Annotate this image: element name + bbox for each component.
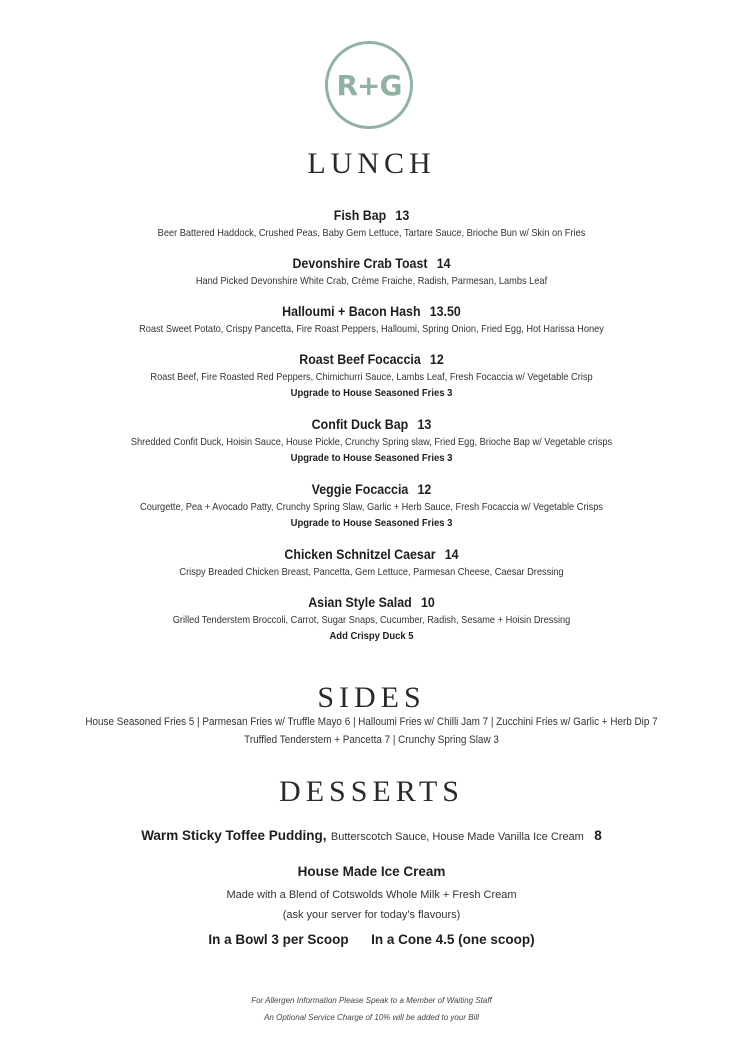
item-price: 10 bbox=[420, 595, 435, 610]
logo-text: R+G bbox=[336, 68, 402, 102]
dessert-icecream-name: House Made Ice Cream bbox=[297, 864, 446, 879]
menu-item bbox=[0, 254, 743, 289]
menu-item bbox=[0, 480, 743, 532]
item-price: 13 bbox=[417, 417, 432, 432]
item-description: Crispy Breaded Chicken Breast, Pancetta, Gem Lettuce, Parmesan Cheese, Caesar Dressing bbox=[179, 566, 564, 578]
item-price: 14 bbox=[444, 547, 459, 562]
menu-item bbox=[0, 206, 743, 241]
menu-item bbox=[0, 545, 743, 580]
item-price: 14 bbox=[436, 256, 451, 271]
menu-item bbox=[0, 593, 743, 645]
item-upgrade: Upgrade to House Seasoned Fries 3 bbox=[290, 452, 453, 464]
item-description: Courgette, Pea + Avocado Patty, Crunchy Spring Slaw, Garlic + Herb Sauce, Fresh Focaccia w/ Vegetable Crisps bbox=[140, 501, 603, 513]
item-description: Roast Sweet Potato, Crispy Pancetta, Fire Roast Peppers, Halloumi, Spring Onion, Fried Egg, Hot Harissa Honey bbox=[139, 323, 604, 335]
desserts-title: DESSERTS bbox=[279, 775, 464, 808]
dessert-name: Warm Sticky Toffee Pudding, bbox=[141, 828, 327, 843]
footer-service-charge: An Optional Service Charge of 10% will be added to your Bill bbox=[264, 1013, 479, 1022]
icecream-bowl-price: In a Bowl 3 per Scoop bbox=[208, 932, 349, 947]
item-name: Roast Beef Focaccia bbox=[299, 352, 421, 367]
item-upgrade: Upgrade to House Seasoned Fries 3 bbox=[290, 387, 453, 399]
dessert-icecream-note: (ask your server for today's flavours) bbox=[282, 909, 461, 921]
sides-list-line-1: House Seasoned Fries 5 | Parmesan Fries w/ Truffle Mayo 6 | Halloumi Fries w/ Chilli Jam 7 | Zucchini Fries w/ Garlic + Herb Dip 7 bbox=[85, 716, 658, 728]
item-name: Asian Style Salad bbox=[308, 595, 412, 610]
item-description: Grilled Tenderstem Broccoli, Carrot, Sugar Snaps, Cucumber, Radish, Sesame + Hoisin Dressing bbox=[172, 614, 571, 626]
icecream-cone-price: In a Cone 4.5 (one scoop) bbox=[371, 932, 535, 947]
item-price: 12 bbox=[429, 352, 444, 367]
item-name: Veggie Focaccia bbox=[311, 482, 409, 497]
lunch-menu bbox=[0, 206, 743, 645]
item-name: Halloumi + Bacon Hash bbox=[282, 304, 421, 319]
item-price: 13 bbox=[395, 208, 410, 223]
item-upgrade: Upgrade to House Seasoned Fries 3 bbox=[290, 517, 453, 529]
footer-allergen: For Allergen Information Please Speak to a Member of Waiting Staff bbox=[251, 996, 492, 1005]
lunch-title: LUNCH bbox=[307, 147, 436, 180]
menu-item bbox=[0, 350, 743, 402]
dessert-price: 8 bbox=[594, 828, 602, 843]
dessert-pudding bbox=[0, 826, 743, 847]
item-price: 12 bbox=[417, 482, 432, 497]
menu-item bbox=[0, 415, 743, 467]
menu-item bbox=[0, 302, 743, 337]
item-name: Devonshire Crab Toast bbox=[292, 256, 428, 271]
restaurant-logo bbox=[325, 41, 413, 129]
sides-list-line-2: Truffled Tenderstem + Pancetta 7 | Crunchy Spring Slaw 3 bbox=[244, 734, 499, 746]
item-addon: Add Crispy Duck 5 bbox=[329, 630, 414, 642]
item-description: Roast Beef, Fire Roasted Red Peppers, Chimichurri Sauce, Lambs Leaf, Fresh Focaccia w/ Vegetable Crisp bbox=[150, 371, 593, 383]
dessert-icecream-description: Made with a Blend of Cotswolds Whole Milk + Fresh Cream bbox=[226, 889, 517, 901]
item-description: Hand Picked Devonshire White Crab, Crème Fraiche, Radish, Parmesan, Lambs Leaf bbox=[195, 275, 548, 287]
item-price: 13.50 bbox=[429, 304, 461, 319]
item-description: Shredded Confit Duck, Hoisin Sauce, House Pickle, Crunchy Spring slaw, Fried Egg, Brioche Bap w/ Vegetable crisps bbox=[130, 436, 613, 448]
dessert-description: Butterscotch Sauce, House Made Vanilla Ice Cream bbox=[330, 831, 584, 843]
dessert-icecream-prices bbox=[0, 930, 743, 950]
item-name: Fish Bap bbox=[333, 208, 387, 223]
item-name: Confit Duck Bap bbox=[311, 417, 409, 432]
item-name: Chicken Schnitzel Caesar bbox=[284, 547, 436, 562]
item-description: Beer Battered Haddock, Crushed Peas, Baby Gem Lettuce, Tartare Sauce, Brioche Bun w/ Skin on Fries bbox=[157, 227, 586, 239]
sides-title: SIDES bbox=[317, 681, 426, 714]
